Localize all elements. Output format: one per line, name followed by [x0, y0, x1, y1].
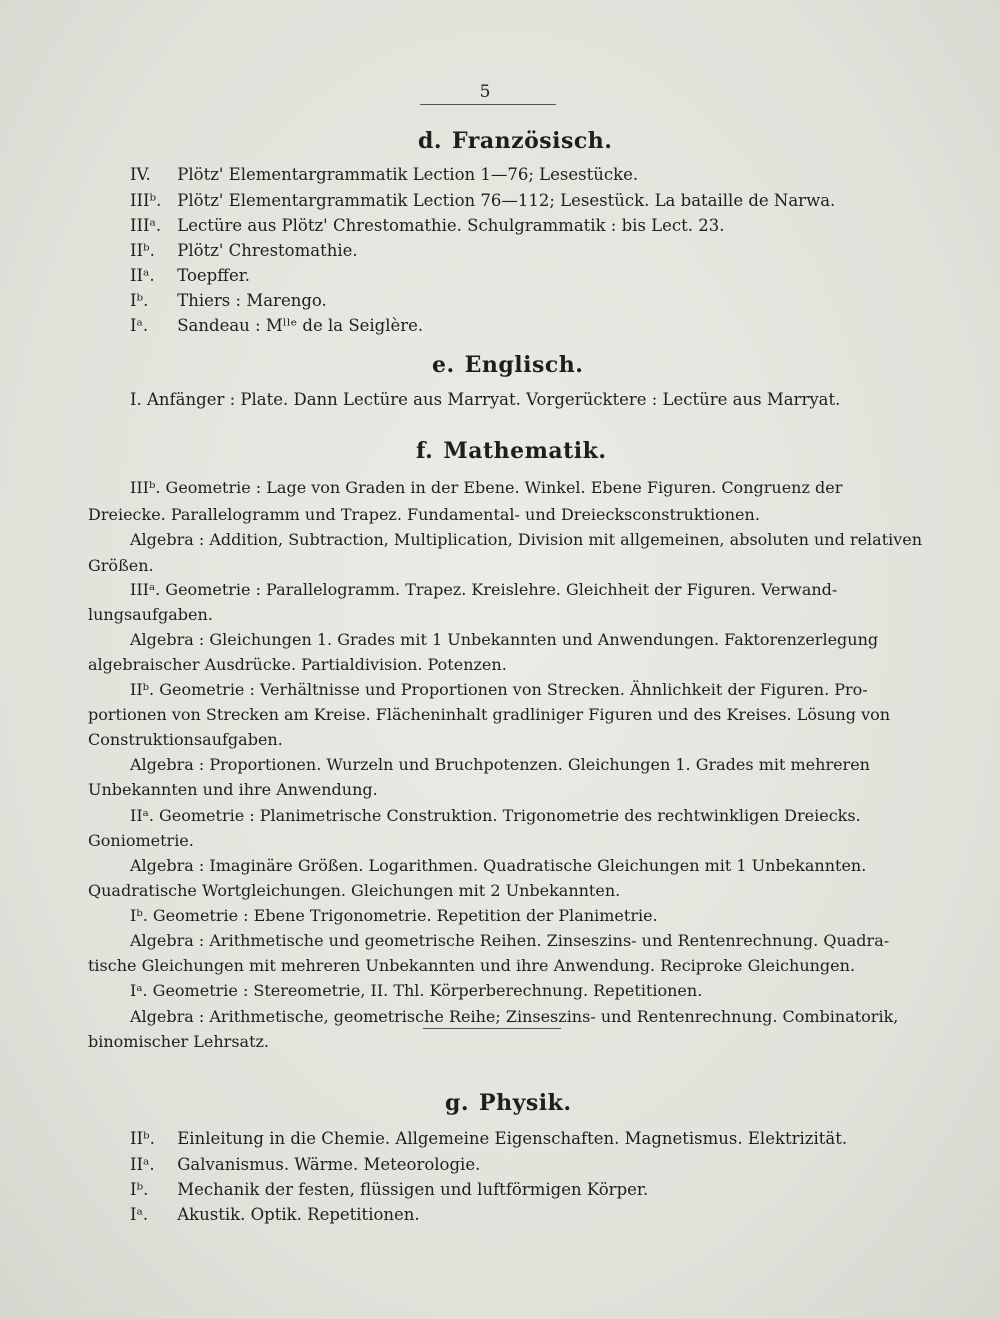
line-d-2: IIIᵃ. Lectüre aus Plötz' Chrestomathie. Schulgrammatik : bis Lect. 23.	[130, 216, 725, 235]
line-f-13: IIᵃ. Geometrie : Planimetrische Construktion. Trigonometrie des rechtwinkligen Dreiecks.	[130, 806, 861, 825]
line-f-12: Unbekannten und ihre Anwendung.	[88, 780, 378, 799]
line-f-16: Quadratische Wortgleichungen. Gleichungen mit 2 Unbekannten.	[88, 881, 621, 900]
line-d-6: Iᵃ. Sandeau : Mˡˡᵉ de la Seiglère.	[130, 316, 424, 335]
line-f-18: Algebra : Arithmetische und geometrische Reihen. Zinseszins- und Rentenrechnung. Quadra-	[130, 931, 890, 950]
line-f-5: lungsaufgaben.	[88, 605, 213, 624]
line-d-3: IIᵇ. Plötz' Chrestomathie.	[130, 241, 358, 260]
line-f-15: Algebra : Imaginäre Größen. Logarithmen. Quadratische Gleichungen mit 1 Unbekannten.	[130, 856, 867, 875]
section-heading-f	[416, 438, 607, 464]
line-f-6: Algebra : Gleichungen 1. Grades mit 1 Unbekannten und Anwendungen. Faktorenzerlegung	[130, 630, 879, 649]
line-f-21: Algebra : Arithmetische, geometrische Reihe; Zinseszins- und Rentenrechnung. Combinatorik,	[130, 1007, 899, 1026]
line-f-8: IIᵇ. Geometrie : Verhältnisse und Proportionen von Strecken. Ähnlichkeit der Figuren. Pro-	[130, 680, 868, 699]
section-letter: f.	[416, 438, 434, 464]
header-rule	[420, 104, 556, 105]
line-d-1: IIIᵇ. Plötz' Elementargrammatik Lection 76—112; Lesestück. La bataille de Narwa.	[130, 191, 836, 210]
line-e-0: I. Anfänger : Plate. Dann Lectüre aus Marryat. Vorgerücktere : Lectüre aus Marryat.	[130, 390, 841, 409]
section-title: Französisch.	[452, 128, 613, 154]
line-f-17: Iᵇ. Geometrie : Ebene Trigonometrie. Repetition der Planimetrie.	[130, 906, 658, 925]
section-heading-g	[445, 1090, 572, 1116]
line-f-0: IIIᵇ. Geometrie : Lage von Graden in der Ebene. Winkel. Ebene Figuren. Congruenz der	[130, 478, 843, 497]
line-f-3: Größen.	[88, 556, 154, 575]
line-f-14: Goniometrie.	[88, 831, 194, 850]
line-f-20: Iᵃ. Geometrie : Stereometrie, II. Thl. Körperberechnung. Repetitionen.	[130, 981, 703, 1000]
page-number: 5	[479, 82, 491, 102]
line-g-2: Iᵇ. Mechanik der festen, flüssigen und luftförmigen Körper.	[130, 1180, 649, 1199]
line-d-0: IV. Plötz' Elementargrammatik Lection 1—76; Lesestücke.	[130, 165, 639, 184]
line-f-11: Algebra : Proportionen. Wurzeln und Bruchpotenzen. Gleichungen 1. Grades mit mehreren	[130, 755, 870, 774]
line-g-1: IIᵃ. Galvanismus. Wärme. Meteorologie.	[130, 1155, 481, 1174]
line-f-7: algebraischer Ausdrücke. Partialdivision. Potenzen.	[88, 655, 507, 674]
line-f-4: IIIᵃ. Geometrie : Parallelogramm. Trapez. Kreislehre. Gleichheit der Figuren. Verwand-	[130, 580, 838, 599]
line-g-0: IIᵇ. Einleitung in die Chemie. Allgemeine Eigenschaften. Magnetismus. Elektrizität.	[130, 1129, 848, 1148]
section-title: Physik.	[479, 1090, 572, 1116]
line-d-4: IIᵃ. Toepffer.	[130, 266, 251, 285]
section-letter: d.	[418, 128, 443, 154]
line-f-2: Algebra : Addition, Subtraction, Multiplication, Division mit allgemeinen, absoluten und relativen	[130, 530, 923, 549]
line-f-9: portionen von Strecken am Kreise. Flächeninhalt gradliniger Figuren und des Kreises. Lösung von	[88, 705, 891, 724]
line-f-22: binomischer Lehrsatz.	[88, 1032, 270, 1051]
section-heading-d	[418, 128, 612, 154]
section-title: Mathematik.	[443, 438, 607, 464]
line-f-19: tische Gleichungen mit mehreren Unbekannten und ihre Anwendung. Reciproke Gleichungen.	[88, 956, 856, 975]
line-f-10: Construktionsaufgaben.	[88, 730, 283, 749]
line-d-5: Iᵇ. Thiers : Marengo.	[130, 291, 327, 310]
line-g-3: Iᵃ. Akustik. Optik. Repetitionen.	[130, 1205, 420, 1224]
section-letter: g.	[445, 1090, 470, 1116]
line-f-1: Dreiecke. Parallelogramm und Trapez. Fundamental- und Dreiecksconstruktionen.	[88, 505, 760, 524]
section-divider-rule	[423, 1028, 561, 1029]
section-title: Englisch.	[464, 352, 584, 378]
section-heading-e	[432, 352, 583, 378]
section-letter: e.	[432, 352, 455, 378]
